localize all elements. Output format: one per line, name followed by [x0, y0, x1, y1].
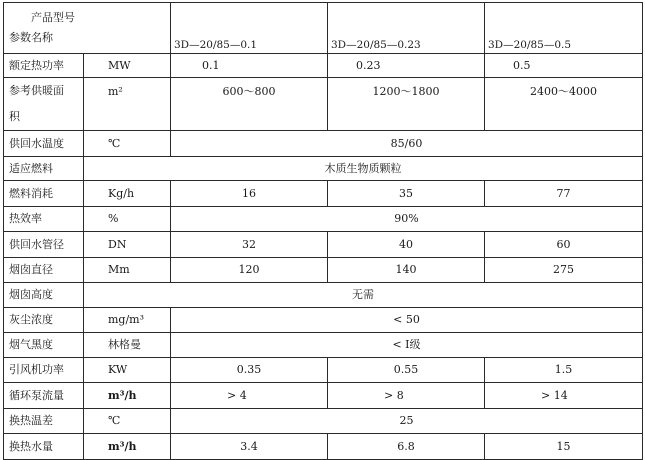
table-row: [4, 434, 643, 460]
table-row: [4, 78, 643, 131]
table-row: [4, 409, 643, 434]
row-merged-value: 85/60: [171, 131, 643, 157]
model-label: 产品型号: [31, 11, 75, 24]
row-label: 供回水温度: [4, 131, 84, 157]
table-row: [4, 358, 643, 383]
header-row: [4, 3, 643, 54]
row-merged-value: < Ⅰ级: [171, 333, 643, 358]
table-row: [4, 333, 643, 358]
table-row: [4, 54, 643, 78]
table-row: [4, 383, 643, 409]
row-unit: ℃: [84, 409, 171, 434]
row-value: 1.5: [485, 358, 643, 383]
header-diagonal-cell: [4, 3, 171, 54]
boiler-spec-table: [3, 2, 643, 460]
row-value: 1200～1800: [328, 78, 485, 131]
row-value: 275: [485, 258, 643, 283]
row-value: 35: [328, 181, 485, 207]
row-label: 循环泵流量: [4, 383, 84, 409]
row-value: 2400～4000: [485, 78, 643, 131]
row-merged-value: 90%: [171, 207, 643, 232]
row-label: 引风机功率: [4, 358, 84, 383]
row-label: 供回水管径: [4, 232, 84, 258]
row-label: 热效率: [4, 207, 84, 232]
row-value: 120: [171, 258, 328, 283]
row-value: 77: [485, 181, 643, 207]
row-unit: %: [84, 207, 171, 232]
row-unit: MW: [84, 54, 171, 78]
row-value: 3.4: [171, 434, 328, 460]
row-label: 换热水量: [4, 434, 84, 460]
row-value: 32: [171, 232, 328, 258]
row-label: 烟囱直径: [4, 258, 84, 283]
table-row: [4, 283, 643, 308]
row-label: 烟囱高度: [4, 283, 84, 308]
table-row: [4, 131, 643, 157]
row-unit: ℃: [84, 131, 171, 157]
row-value: 0.5: [485, 54, 643, 78]
row-label: 烟气黑度: [4, 333, 84, 358]
row-label: 燃料消耗: [4, 181, 84, 207]
row-unit: DN: [84, 232, 171, 258]
row-merged-value: 木质生物质颗粒: [84, 157, 643, 181]
param-label: 参数名称: [9, 31, 53, 44]
row-value: > 14: [485, 383, 643, 409]
row-merged-value: < 50: [171, 308, 643, 333]
table-row: [4, 308, 643, 333]
row-merged-value: 无需: [84, 283, 643, 308]
table-row: [4, 207, 643, 232]
row-label: 适应燃料: [4, 157, 84, 181]
model-header-1: 3D—20/85—0.1: [171, 3, 328, 54]
row-unit: m³/h: [84, 434, 171, 460]
row-label: 额定热功率: [4, 54, 84, 78]
row-label: [4, 78, 84, 131]
table-row: [4, 232, 643, 258]
row-value: 0.1: [171, 54, 328, 78]
table-row: [4, 157, 643, 181]
row-value: 15: [485, 434, 643, 460]
row-merged-value: 25: [171, 409, 643, 434]
row-value: 600～800: [171, 78, 328, 131]
row-value: 6.8: [328, 434, 485, 460]
row-unit: Kg/h: [84, 181, 171, 207]
row-value: 140: [328, 258, 485, 283]
row-label-line1: 参考供暖面: [9, 84, 64, 97]
row-unit: mg/m³: [84, 308, 171, 333]
row-value: 0.35: [171, 358, 328, 383]
row-label: 灰尘浓度: [4, 308, 84, 333]
row-label: 换热温差: [4, 409, 84, 434]
row-label-line2: 积: [9, 110, 20, 123]
table-row: [4, 181, 643, 207]
model-header-2: 3D—20/85—0.23: [328, 3, 485, 54]
row-unit: m³/h: [84, 383, 171, 409]
row-value: 0.23: [328, 54, 485, 78]
row-unit: Mm: [84, 258, 171, 283]
row-value: 16: [171, 181, 328, 207]
row-unit: 林格曼: [84, 333, 171, 358]
row-value: 60: [485, 232, 643, 258]
row-value: > 8: [328, 383, 485, 409]
row-unit: KW: [84, 358, 171, 383]
model-header-3: 3D—20/85—0.5: [485, 3, 643, 54]
row-value: 40: [328, 232, 485, 258]
row-value: > 4: [171, 383, 328, 409]
row-value: 0.55: [328, 358, 485, 383]
row-unit: m²: [84, 78, 171, 131]
table-row: [4, 258, 643, 283]
